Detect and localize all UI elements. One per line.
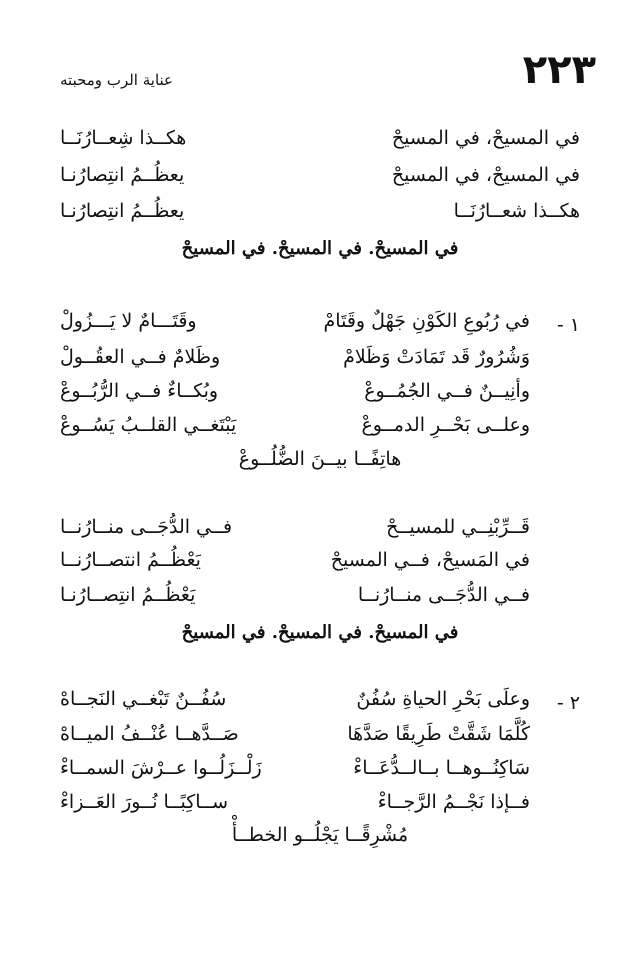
hemistich-left: هكــذا شِعــارُنَــا (60, 127, 187, 149)
hemistich-right: وَشُرُورٌ قَد تَمَادَتْ وَظَلامْ (343, 346, 530, 368)
running-header: عناية الرب ومحبته (60, 71, 173, 89)
hemistich-left: يَعْظُــمُ انتصــارُنــا (60, 549, 201, 571)
chorus1-line-3 (60, 196, 580, 226)
hemistich-left: صَــدَّهــا عُنْــفُ الميــاهْ (60, 723, 239, 745)
hemistich-right: في المسيحْ، في المسيحْ (391, 164, 580, 186)
hemistich-left: وقَتَـــامٌ لا يَـــزُولْ (60, 310, 197, 332)
refrain-1: في المسيحْ. في المسيحْ. في المسيحْ (181, 238, 459, 259)
page-number: ٢٢٣ (522, 47, 596, 93)
verse1-line-2 (60, 342, 530, 372)
verse2-line-3 (60, 753, 530, 783)
hemistich-right: وعلَى بَحْرِ الحياةِ سُفُنٌ (356, 688, 530, 710)
hemistich-right: في رُبُوعِ الكَوْنِ جَهْلٌ وقَتَامْ (323, 310, 530, 332)
verse2-line-1 (60, 684, 530, 714)
hemistich-right: سَاكِنُــوهــا بــالــدُّعَــاءْ (353, 757, 530, 779)
verse1-line-4 (60, 410, 530, 440)
hemistich-right: فــي الدُّجَــى منــارُنــا (357, 584, 530, 606)
hemistich-right: في المسيحْ، في المسيحْ (391, 127, 580, 149)
refrain-2: في المسيحْ. في المسيحْ. في المسيحْ (181, 622, 459, 643)
chorus2-line-1 (60, 512, 530, 542)
verse-number-2: ٢ - (556, 692, 580, 714)
verse1-line-3 (60, 376, 530, 406)
hemistich-right: هكــذا شعــارُنَــا (453, 200, 580, 222)
hemistich-left: سُفُــنٌ تَبْغــي النَجــاهْ (60, 688, 227, 710)
hemistich-right: كُلَّمَا شَقَّتْ طَرِيقًا صَدَّهَا (347, 723, 530, 745)
hemistich-left: يعظُــمُ انتِصارُنـا (60, 164, 185, 186)
hemistich-left: فــي الدُّجَــى منــارُنــا (60, 516, 233, 538)
hemistich-left: يعظُــمُ انتِصارُنـا (60, 200, 185, 222)
hemistich-right: في المَسيحْ، فــي المسيحْ (330, 549, 530, 571)
chorus1-line-1 (60, 123, 580, 153)
chorus1-line-2 (60, 160, 580, 190)
hemistich-left: ســاكِبًــا نُــورَ العَــزاءْ (60, 791, 229, 813)
hemistich-right: فــإذا نَجْــمُ الرَّجــاءْ (377, 791, 530, 813)
hemistich-right: وأنِيــنٌ فــي الجُمُــوعْ (364, 380, 530, 402)
hemistich-right: قَــرِّبْنِــي للمسيــحْ (386, 516, 530, 538)
chorus2-line-2 (60, 545, 530, 575)
verse2-line-2 (60, 719, 530, 749)
hemistich-left: وظَلامٌ فــي العقُــولْ (60, 346, 221, 368)
hemistich-left: وبُكــاءٌ فــي الرُّبُــوعْ (60, 380, 219, 402)
verse1-closing: هاتِفًــا بيــنَ الضُّلُــوعْ (238, 448, 402, 470)
chorus2-line-3 (60, 580, 530, 610)
hemistich-left: يَبْتَغــي القلــبُ يَسُــوعْ (60, 414, 237, 436)
verse-number-1: ١ - (556, 314, 580, 336)
hemistich-right: وعلــى بَحْــرِ الدمــوعْ (361, 414, 530, 436)
verse2-line-4 (60, 787, 530, 817)
verse2-closing: مُشْرِقًــا يَجْلُــو الخطــأْ (231, 824, 409, 846)
hemistich-left: يَعْظُــمُ انتِصــارُنـا (60, 584, 196, 606)
verse1-line-1 (60, 306, 530, 336)
hemistich-left: زَلْــزَلُــوا عــرْشَ السمــاءْ (60, 757, 262, 779)
